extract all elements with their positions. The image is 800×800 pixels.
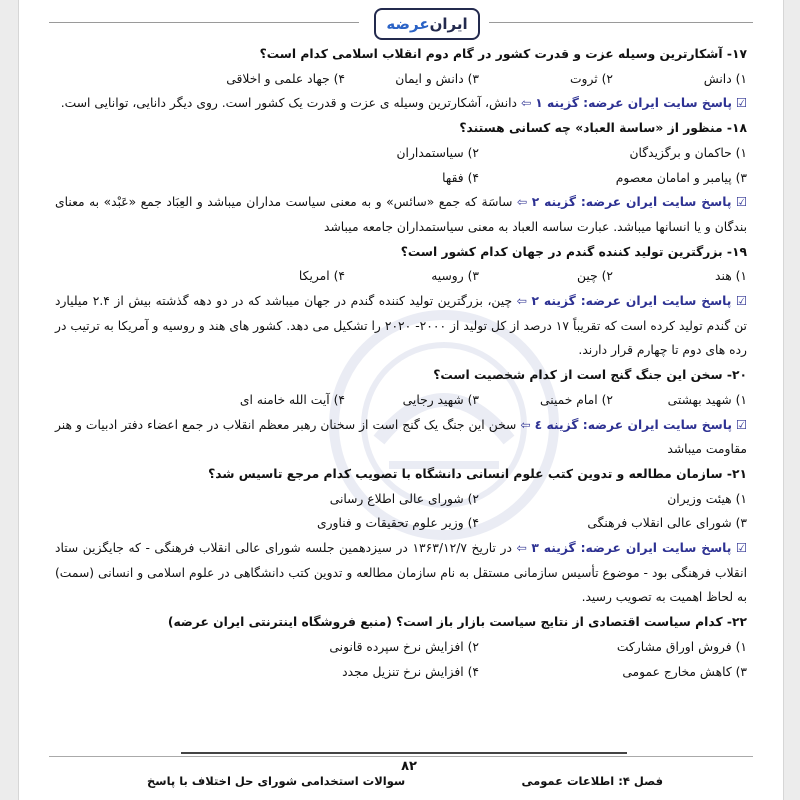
arrow-icon: ⇦ xyxy=(516,195,528,210)
option: ۲) افزایش نرخ سپرده قانونی xyxy=(329,639,479,654)
question-18-options-row1 xyxy=(55,141,747,166)
answer-text: چین، بزرگترین تولید کننده گندم در جهان میباشد که در دو دهه گذشته بیش از ۲.۴ میلیارد تن گندم تولید کرده است که تقریباً ۱۷ درصد از کل تولید از ۲۰۰۰- ۲۰۲۰ را تشکیل می دهد. کشور های هند و روسیه و آمریکا به ترتیب در رده های دوم تا چهارم قرار دارند. xyxy=(55,294,747,358)
document-page xyxy=(18,0,784,800)
question-21-options-row2 xyxy=(55,511,747,536)
checkbox-icon: ☑ xyxy=(735,195,747,210)
header-divider-right xyxy=(489,22,753,23)
option: ۱) شهید بهشتی xyxy=(667,392,747,407)
option: ۲) سیاستمداران xyxy=(396,145,479,160)
option: ۳) روسیه xyxy=(431,269,479,284)
option: ۱) فروش اوراق مشارکت xyxy=(616,639,747,654)
book-title: سوالات استخدامی شورای حل اختلاف با پاسخ xyxy=(147,774,406,788)
checkbox-icon: ☑ xyxy=(735,96,747,111)
option: ۴) جهاد علمی و اخلاقی xyxy=(226,71,345,86)
question-20-options xyxy=(55,388,747,413)
option: ۲) امام خمینی xyxy=(540,392,613,407)
option: ۴) افزایش نرخ تنزیل مجدد xyxy=(342,664,479,679)
question-21-options-row1 xyxy=(55,487,747,512)
page-number: ۸۲ xyxy=(401,759,417,774)
option: ۴) امریکا xyxy=(298,269,345,284)
option: ۱) هیئت وزیران xyxy=(667,491,747,506)
option: ۴) وزیر علوم تحقیقات و فناوری xyxy=(316,516,479,531)
answer-text: ساسَة که جمع «سائس» و به معنی سیاست مداران میباشد و العِبَاد جمع «عَبْد» به معنای بندگان و یا انسانها میباشد. عبارت ساسه العباد به معنی سیاستمداران جامعه میباشد xyxy=(55,195,747,234)
option: ۱) حاکمان و برگزیدگان xyxy=(629,145,747,160)
answer-text: در تاریخ ۱۳۶۳/۱۲/۷ در سیزدهمین جلسه شورای عالی انقلاب فرهنگی - که جایگزین ستاد انقلاب فرهنگی بود - موضوع تأسیس سازمانی مستقل به نام سازمان مطالعه و تدوین کتب دانشگاهی در علوم اسلامی و انسانی (سمت) به لحاظ اهمیت به تصویب رسید. xyxy=(55,541,747,605)
option: ۴) آیت الله خامنه ای xyxy=(239,392,345,407)
option: ۳) کاهش مخارج عمومی xyxy=(622,664,747,679)
question-20-title: ۲۰- سخن این جنگ گنج است از کدام شخصیت است؟ xyxy=(433,368,747,383)
site-logo xyxy=(374,8,480,40)
footer-divider xyxy=(181,752,627,754)
arrow-icon: ⇦ xyxy=(520,96,532,111)
footer-divider-thin xyxy=(49,756,753,757)
answer-label: پاسخ سایت ایران عرضه: گزینه ٤ xyxy=(534,417,732,432)
question-22-title: ۲۲- کدام سیاست اقتصادی از نتایج سیاست بازار باز است؟ (منبع فروشگاه اینترنتی ایران عرضه) xyxy=(167,615,747,630)
question-22-options-row1 xyxy=(55,635,747,660)
answer-text: دانش، آشکارترین وسیله ی عزت و قدرت یک کشور است. روی دیگر دانایی، توانایی است. xyxy=(60,96,518,111)
option: ۳) شهید رجایی xyxy=(402,392,479,407)
option: ۳) پیامبر و امامان معصوم xyxy=(615,170,747,185)
question-22-options-row2 xyxy=(55,660,747,685)
option: ۱) هند xyxy=(715,269,747,284)
arrow-icon: ⇦ xyxy=(516,541,527,556)
question-17-options xyxy=(55,67,747,92)
logo-text-1: ایران xyxy=(429,15,468,33)
checkbox-icon: ☑ xyxy=(735,541,747,556)
questions-content xyxy=(55,42,747,742)
answer-label: پاسخ سایت ایران عرضه: گزینه ۱ xyxy=(535,96,733,111)
answer-label: پاسخ سایت ایران عرضه: گزینه ۳ xyxy=(531,541,732,556)
option: ۲) شورای عالی اطلاع رسانی xyxy=(329,491,479,506)
question-18-title: ۱۸- منظور از «ساسة العباد» چه کسانی هستند؟ xyxy=(459,121,747,136)
answer-20 xyxy=(55,413,747,462)
option: ۳) دانش و ایمان xyxy=(395,71,479,86)
header-divider-left xyxy=(49,22,359,23)
question-17-title: ۱۷- آشکارترین وسیله عزت و قدرت کشور در گام دوم انقلاب اسلامی کدام است؟ xyxy=(259,47,747,61)
question-19-title: ۱۹- بزرگترین تولید کننده گندم در جهان کدام کشور است؟ xyxy=(400,244,747,259)
option: ۴) فقها xyxy=(442,170,479,185)
answer-17 xyxy=(55,91,747,116)
option: ۱) دانش xyxy=(703,71,747,86)
option: ۳) شورای عالی انقلاب فرهنگی xyxy=(587,516,747,531)
answer-label: پاسخ سایت ایران عرضه: گزینه ۲ xyxy=(531,294,732,309)
arrow-icon: ⇦ xyxy=(520,417,531,432)
arrow-icon: ⇦ xyxy=(516,294,527,309)
answer-text: سخن این جنگ یک گنج است از سخنان رهبر معظم انقلاب در جمع اعضاء دفتر ادبیات و هنر مقاومت میباشد xyxy=(55,417,747,457)
question-19-options xyxy=(55,264,747,289)
question-18-options-row2 xyxy=(55,166,747,191)
option: ۲) ثروت xyxy=(569,71,613,86)
answer-label: پاسخ سایت ایران عرضه: گزینه ۲ xyxy=(531,195,732,210)
checkbox-icon: ☑ xyxy=(735,294,747,309)
question-21-title: ۲۱- سازمان مطالعه و تدوین کتب علوم انسانی دانشگاه با تصویب کدام مرجع تاسیس شد؟ xyxy=(208,466,747,481)
answer-18 xyxy=(55,190,747,239)
option: ۲) چین xyxy=(577,269,613,284)
checkbox-icon: ☑ xyxy=(735,417,747,432)
answer-21 xyxy=(55,536,747,610)
chapter-title: فصل ۴: اطلاعات عمومی xyxy=(521,774,663,788)
answer-19 xyxy=(55,289,747,363)
logo-text-2: عرضه xyxy=(386,15,430,33)
